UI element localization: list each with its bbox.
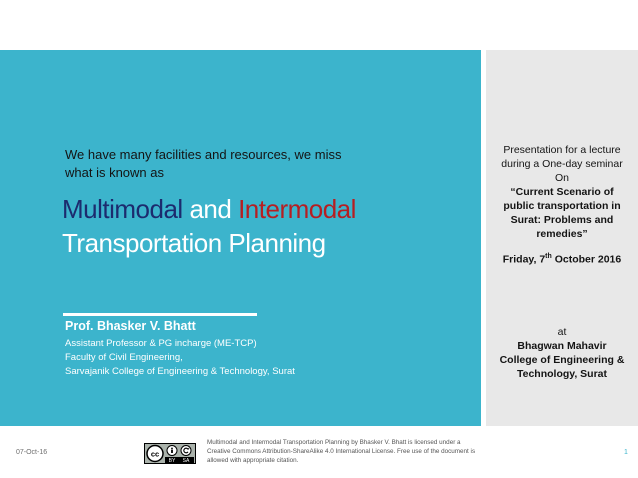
share-alike-icon bbox=[181, 446, 191, 456]
creative-commons-icon bbox=[147, 446, 163, 462]
title-line-2: Transportation Planning bbox=[62, 228, 326, 258]
attribution-icon bbox=[167, 446, 177, 456]
page-number: 1 bbox=[624, 449, 628, 456]
intro-text bbox=[65, 146, 385, 182]
author-block bbox=[65, 317, 395, 379]
spacer bbox=[488, 241, 636, 250]
venue-info bbox=[488, 325, 636, 381]
date-prefix: Friday, 7 bbox=[502, 253, 546, 266]
svg-text:cc: cc bbox=[150, 449, 160, 459]
topic-line-4: remedies” bbox=[536, 228, 588, 240]
license-line-1: Multimodal and Intermodal Transportation Planning by Bhasker V. Bhatt is licensed under a bbox=[207, 439, 461, 446]
seminar-line-3: On bbox=[554, 172, 569, 184]
footer-date: 07-Oct-16 bbox=[16, 449, 48, 456]
topic-line-3: Surat: Problems and bbox=[510, 214, 614, 226]
cc-badge-graphic bbox=[145, 444, 195, 463]
title-and: and bbox=[189, 194, 232, 224]
title-intermodal: Intermodal bbox=[238, 194, 356, 224]
author-designation: Assistant Professor & PG incharge (ME-TCP) bbox=[65, 338, 257, 349]
date-superscript: th bbox=[545, 253, 552, 260]
topic-line-1: “Current Scenario of bbox=[510, 186, 614, 198]
license-text bbox=[207, 438, 507, 465]
intro-line-2: what is known as bbox=[65, 165, 164, 180]
venue-line-1: Bhagwan Mahavir bbox=[517, 340, 607, 352]
slide-title bbox=[62, 192, 462, 260]
title-divider bbox=[63, 313, 257, 316]
license-line-3: allowed with appropriate citation. bbox=[207, 457, 299, 464]
seminar-info bbox=[488, 143, 636, 267]
date-suffix: October 2016 bbox=[551, 253, 622, 266]
venue-at: at bbox=[557, 326, 567, 338]
topic-line-2: public transportation in bbox=[503, 200, 621, 212]
cc-license-badge[interactable] bbox=[144, 443, 196, 464]
venue-line-2: College of Engineering & bbox=[499, 354, 625, 366]
cc-sa-label: SA bbox=[182, 458, 190, 463]
author-faculty: Faculty of Civil Engineering, bbox=[65, 352, 183, 363]
cc-by-label: BY bbox=[168, 458, 176, 463]
author-name: Prof. Bhasker V. Bhatt bbox=[65, 319, 196, 333]
title-multimodal: Multimodal bbox=[62, 194, 183, 224]
intro-line-1: We have many facilities and resources, we miss bbox=[65, 147, 342, 162]
venue-line-3: Technology, Surat bbox=[516, 368, 608, 380]
author-college: Sarvajanik College of Engineering & Technology, Surat bbox=[65, 366, 295, 377]
seminar-date bbox=[488, 250, 636, 267]
seminar-line-2: during a One-day seminar bbox=[501, 158, 623, 170]
seminar-line-1: Presentation for a lecture bbox=[503, 144, 621, 156]
license-line-2: Creative Commons Attribution-ShareAlike 4.0 International License. Free use of the document is bbox=[207, 448, 476, 455]
